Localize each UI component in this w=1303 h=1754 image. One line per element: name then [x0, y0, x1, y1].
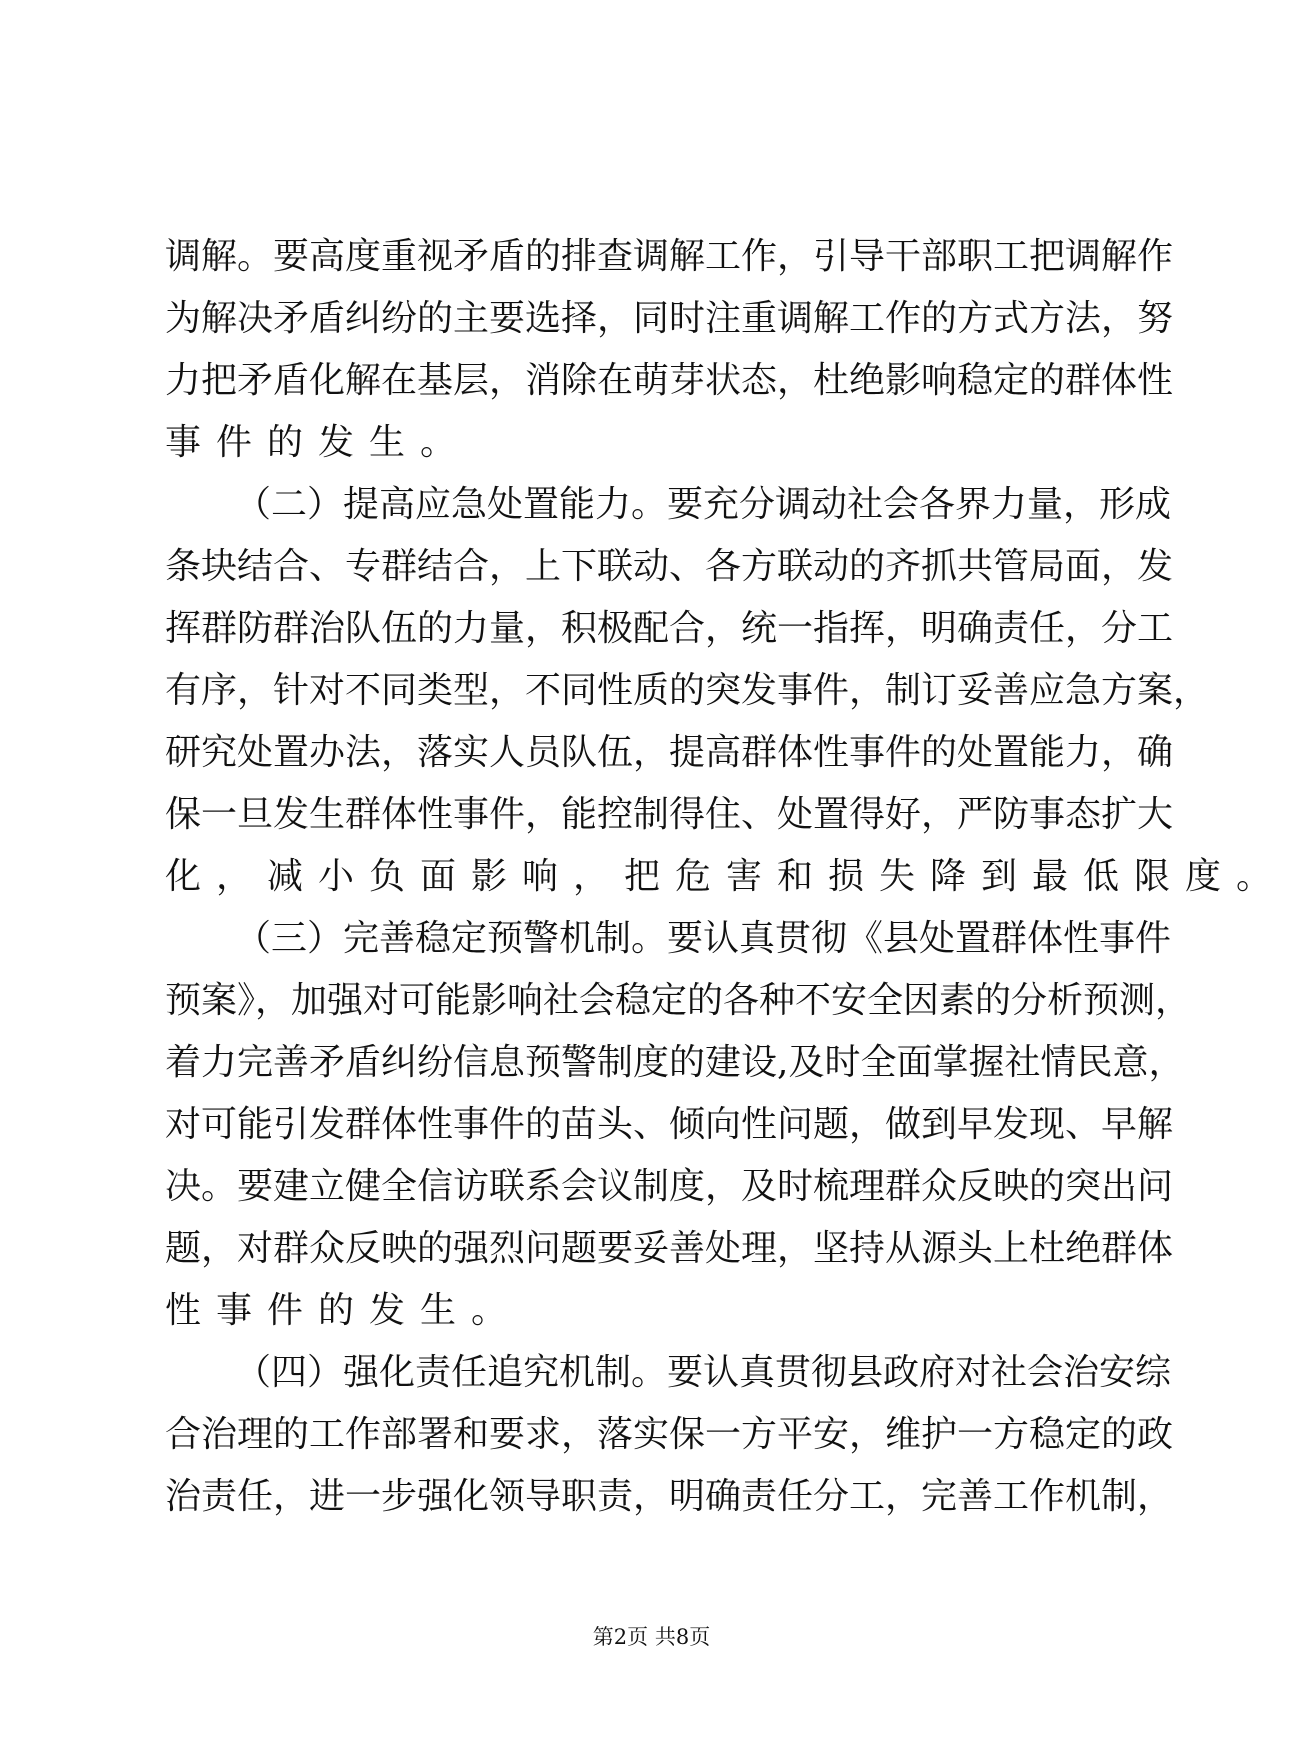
paragraph — [165, 474, 1288, 908]
text-line: 有序，针对不同类型，不同性质的突发事件，制订妥善应急方案， — [165, 670, 1210, 711]
text-line: 预案》，加强对可能影响社会稳定的各种不安全因素的分析预测， — [165, 980, 1192, 1021]
text-line: 着力完善矛盾纠纷信息预警制度的建设,及时全面掌握社情民意， — [165, 1042, 1185, 1083]
text-line: 保一旦发生群体性事件，能控制得住、处置得好，严防事态扩大 — [165, 794, 1174, 835]
text-line: 决。要建立健全信访联系会议制度，及时梳理群众反映的突出问 — [165, 1166, 1174, 1207]
paragraph — [165, 1342, 1174, 1528]
text-line: 研究处置办法，落实人员队伍，提高群体性事件的处置能力，确 — [165, 732, 1174, 773]
text-line: 挥群防群治队伍的力量，积极配合，统一指挥，明确责任，分工 — [165, 608, 1174, 649]
text-line: 为解决矛盾纠纷的主要选择，同时注重调解工作的方式方法，努 — [165, 298, 1174, 339]
text-line: 事件的发生。 — [165, 422, 472, 463]
paragraph — [165, 908, 1192, 1342]
text-line: 题，对群众反映的强烈问题要妥善处理，坚持从源头上杜绝群体 — [165, 1228, 1174, 1269]
text-line: （二）提高应急处置能力。要充分调动社会各界力量，形成 — [235, 484, 1172, 525]
text-line: 化，减小负面影响，把危害和损失降到最低限度。 — [165, 856, 1288, 897]
text-line: （四）强化责任追究机制。要认真贯彻县政府对社会治安综 — [235, 1352, 1172, 1393]
text-line: （三）完善稳定预警机制。要认真贯彻《县处置群体性事件 — [235, 918, 1172, 959]
text-line: 对可能引发群体性事件的苗头、倾向性问题，做到早发现、早解 — [165, 1104, 1174, 1145]
text-line: 性事件的发生。 — [165, 1290, 523, 1331]
page-footer: 第2页 共8页 — [592, 1625, 711, 1649]
document-body — [165, 226, 1288, 1528]
text-line: 力把矛盾化解在基层，消除在萌芽状态，杜绝影响稳定的群体性 — [165, 360, 1174, 401]
paragraph — [165, 226, 1174, 474]
text-line: 合治理的工作部署和要求，落实保一方平安，维护一方稳定的政 — [165, 1414, 1174, 1455]
text-line: 调解。要高度重视矛盾的排查调解工作，引导干部职工把调解作 — [165, 236, 1174, 277]
text-line: 治责任，进一步强化领导职责，明确责任分工，完善工作机制， — [165, 1476, 1174, 1517]
text-line: 条块结合、专群结合，上下联动、各方联动的齐抓共管局面，发 — [165, 546, 1174, 587]
